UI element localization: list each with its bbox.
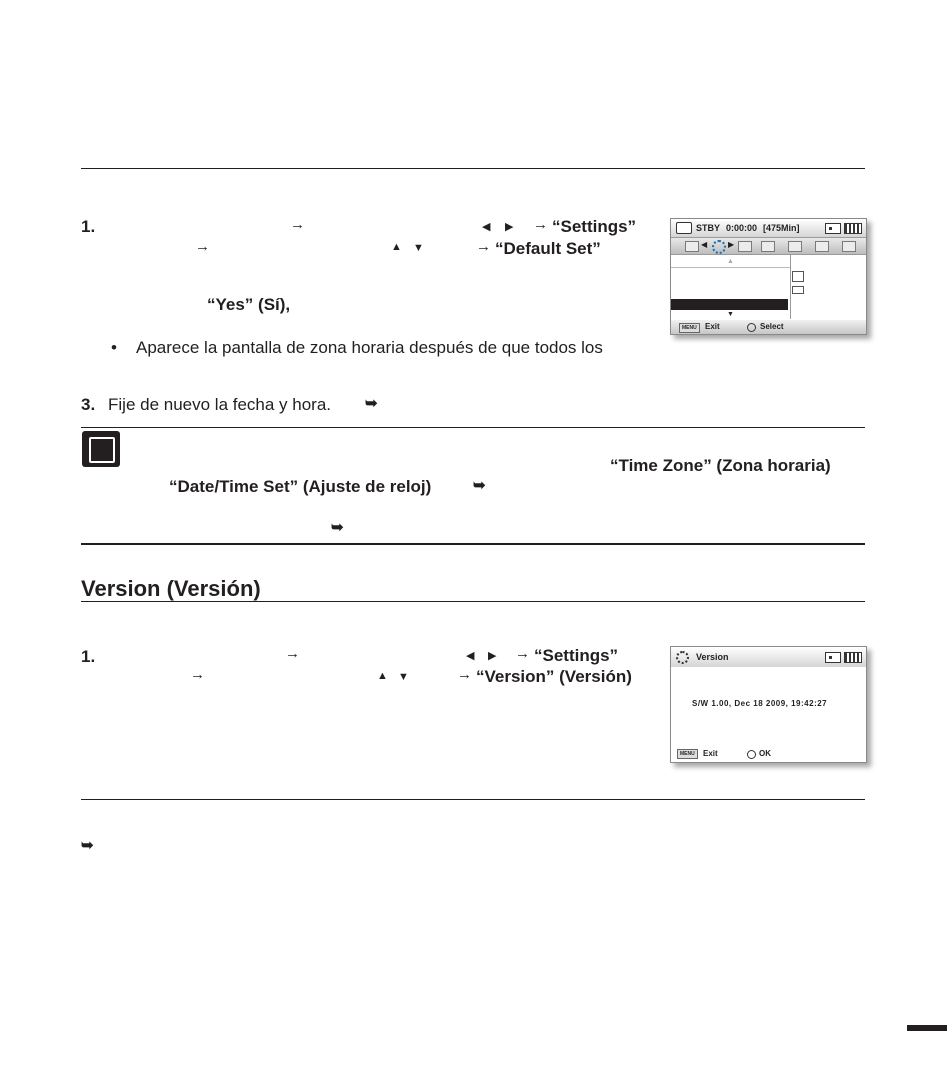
section2-bottom-rule — [81, 799, 865, 800]
date-time-set-label: “Date/Time Set” (Ajuste de reloj) — [169, 477, 432, 496]
screen-title: Version — [696, 652, 729, 662]
menu-row-selected[interactable] — [671, 299, 788, 310]
timecode-text: 0:00:00 — [726, 223, 758, 233]
memory-card-icon — [825, 652, 841, 663]
tab-icon — [761, 241, 775, 252]
tab-icon — [842, 241, 856, 252]
menu-row[interactable] — [671, 267, 790, 268]
arrow-icon: → — [195, 238, 210, 255]
settings-label: “Settings” — [534, 646, 619, 665]
tab-icon — [738, 241, 752, 252]
arrow-icon: → — [457, 666, 472, 683]
select-joystick-icon — [747, 323, 756, 332]
up-triangle-icon: ▲ — [377, 670, 388, 682]
menu-tab-bar — [671, 237, 866, 255]
tab-icon — [788, 241, 802, 252]
left-triangle-icon: ◀ — [701, 240, 708, 249]
exit-label: Exit — [705, 322, 720, 331]
step-number: 3. — [81, 395, 96, 414]
reference-arrow-icon: ➥ — [81, 837, 94, 854]
gear-icon — [676, 651, 689, 664]
up-triangle-icon: ▲ — [391, 241, 402, 253]
default-set-label: “Default Set” — [495, 239, 601, 258]
section-title: Version (Versión) — [81, 576, 261, 601]
remaining-text: [475Min] — [763, 223, 800, 233]
page-edge-tab — [907, 1025, 947, 1031]
arrow-icon: → — [285, 645, 300, 662]
gear-icon — [712, 240, 726, 254]
scroll-up-icon: ▲ — [727, 258, 734, 265]
arrow-icon: → — [533, 216, 548, 233]
note-pencil-icon — [82, 431, 120, 467]
screen-bottom-bar — [671, 320, 866, 334]
default-set-screen — [670, 218, 867, 335]
bullet: • — [111, 338, 117, 357]
status-text: STBY — [696, 223, 721, 233]
battery-icon — [844, 223, 862, 234]
tab-icon — [815, 241, 829, 252]
down-triangle-icon: ▼ — [413, 242, 424, 254]
memory-card-icon — [825, 223, 841, 234]
sub-icon — [792, 271, 804, 282]
menu-list — [671, 255, 791, 319]
bullet-text: Aparece la pantalla de zona horaria después de que todos los — [136, 338, 603, 357]
down-triangle-icon: ▼ — [398, 671, 409, 683]
top-rule — [81, 168, 865, 169]
reference-arrow-icon: ➥ — [473, 477, 486, 494]
ok-label: OK — [759, 749, 771, 758]
arrow-icon: → — [476, 238, 491, 255]
select-label: Select — [760, 322, 784, 331]
time-zone-label: “Time Zone” (Zona horaria) — [610, 456, 831, 475]
ok-joystick-icon — [747, 750, 756, 759]
yes-label: “Yes” (Sí), — [207, 295, 291, 314]
left-triangle-icon: ◀ — [482, 221, 491, 233]
step-number: 1. — [81, 647, 96, 666]
right-triangle-icon: ▶ — [505, 221, 514, 233]
version-label: “Version” (Versión) — [476, 667, 632, 686]
arrow-icon: → — [190, 666, 205, 683]
reference-arrow-icon: ➥ — [365, 395, 378, 412]
version-text: S/W 1.00, Dec 18 2009, 19:42:27 — [692, 699, 828, 708]
menu-tag: MENU — [677, 749, 698, 759]
reference-arrow-icon: ➥ — [331, 519, 344, 536]
step3-text: Fije de nuevo la fecha y hora. — [108, 395, 332, 414]
menu-tag: MENU — [679, 323, 700, 333]
right-triangle-icon: ▶ — [488, 650, 497, 662]
screen-title-bar — [671, 647, 866, 667]
section-title-rule — [81, 601, 865, 602]
exit-label: Exit — [703, 749, 718, 758]
screen-status-bar — [671, 219, 866, 237]
version-screen — [670, 646, 867, 763]
tab-icon — [685, 241, 699, 252]
right-triangle-icon: ▶ — [728, 240, 735, 249]
battery-icon — [844, 652, 862, 663]
arrow-icon: → — [515, 645, 530, 662]
screen-bottom-bar — [671, 748, 866, 762]
scroll-down-icon: ▼ — [727, 311, 734, 318]
arrow-icon: → — [290, 216, 305, 233]
note-bottom-rule — [81, 543, 865, 545]
settings-label: “Settings” — [552, 217, 637, 236]
sub-icon — [792, 286, 804, 294]
note-top-rule — [81, 427, 865, 428]
step-number: 1. — [81, 217, 96, 236]
left-triangle-icon: ◀ — [466, 650, 475, 662]
camcorder-icon — [676, 222, 692, 234]
